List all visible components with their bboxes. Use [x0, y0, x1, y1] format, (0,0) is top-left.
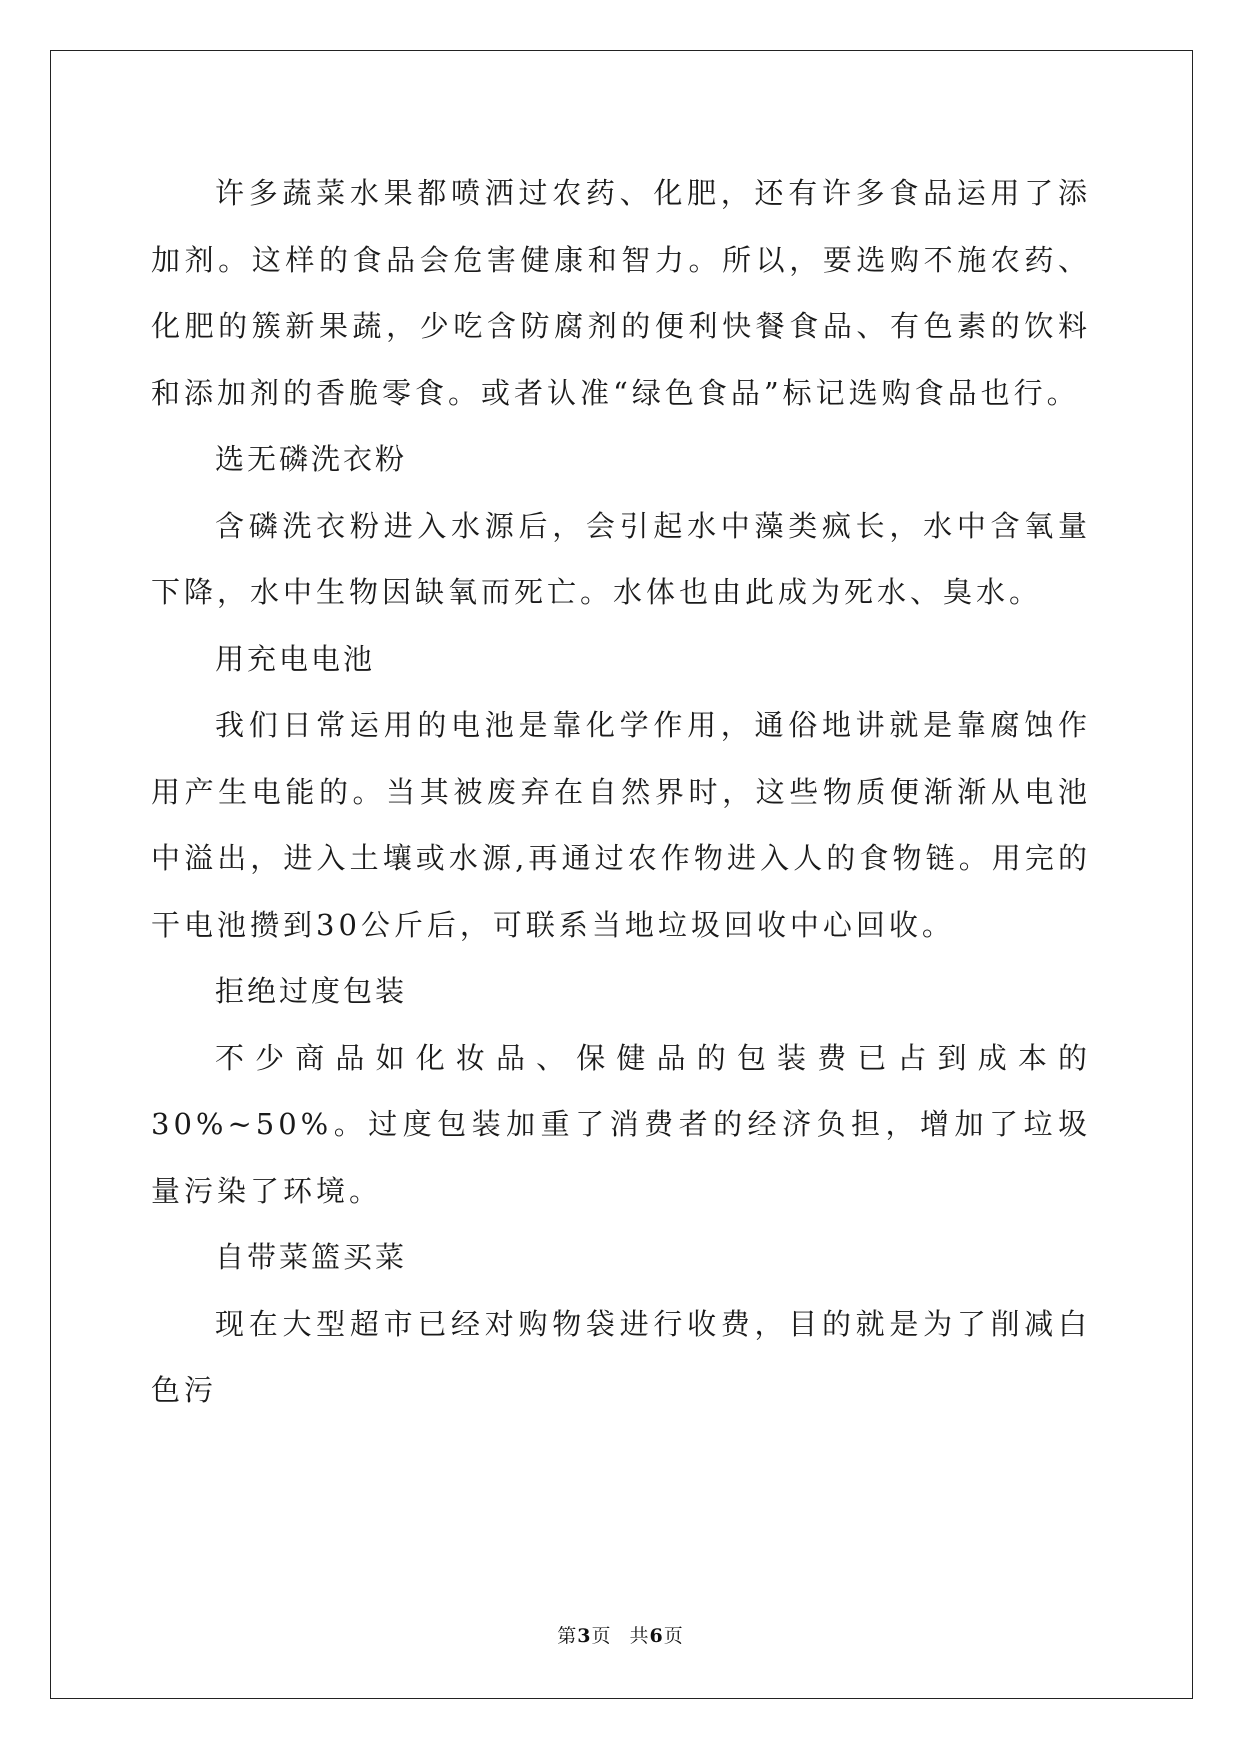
heading-phosphate-free-detergent: 选无磷洗衣粉: [215, 442, 408, 476]
paragraph-shopping-bags: 现在大型超市已经对购物袋进行收费，目的就是为了削减白色污: [151, 1306, 1091, 1407]
paragraph-green-food: 许多蔬菜水果都喷洒过农药、化肥，还有许多食品运用了添加剂。这样的食品会危害健康和智力。所以，要选购不施农药、化肥的簇新果蔬，少吃含防腐剂的便利快餐食品、有色素的饮料和添加剂的香脆零食。或者认准“绿色食品”标记选购食品也行。: [151, 176, 1091, 410]
heading-rechargeable-battery: 用充电电池: [215, 641, 376, 676]
paragraph-packaging: 不少商品如化妆品、保健品的包装费已占到成本的30%~50%。过度包装加重了消费者的经济负担，增加了垃圾量污染了环境。: [151, 1040, 1091, 1208]
footer-page-suffix: 页: [591, 1625, 612, 1647]
paragraph-battery: 我们日常运用的电池是靠化学作用，通俗地讲就是靠腐蚀作用产生电能的。当其被废弃在自然界时，这些物质便渐渐从电池中溢出，进入土壤或水源,再通过农作物进入人的食物链。用完的干电池攒到30公斤后，可联系当地垃圾回收中心回收。: [151, 708, 1091, 942]
heading-excessive-packaging: 拒绝过度包装: [215, 974, 408, 1008]
paragraph-phosphate-detergent: 含磷洗衣粉进入水源后，会引起水中藻类疯长，水中含氧量下降，水中生物因缺氧而死亡。水体也由此成为死水、臭水。: [151, 508, 1091, 609]
footer-total-suffix: 页: [663, 1625, 684, 1647]
document-body: [151, 160, 1091, 1424]
footer-page-number: 3: [577, 1625, 592, 1647]
heading-own-basket: 自带菜篮买菜: [215, 1240, 408, 1274]
page-footer: [0, 1621, 1241, 1648]
footer-total-prefix: 共: [629, 1625, 650, 1647]
footer-total-pages: 6: [649, 1625, 664, 1647]
footer-page-prefix: 第: [557, 1625, 578, 1647]
